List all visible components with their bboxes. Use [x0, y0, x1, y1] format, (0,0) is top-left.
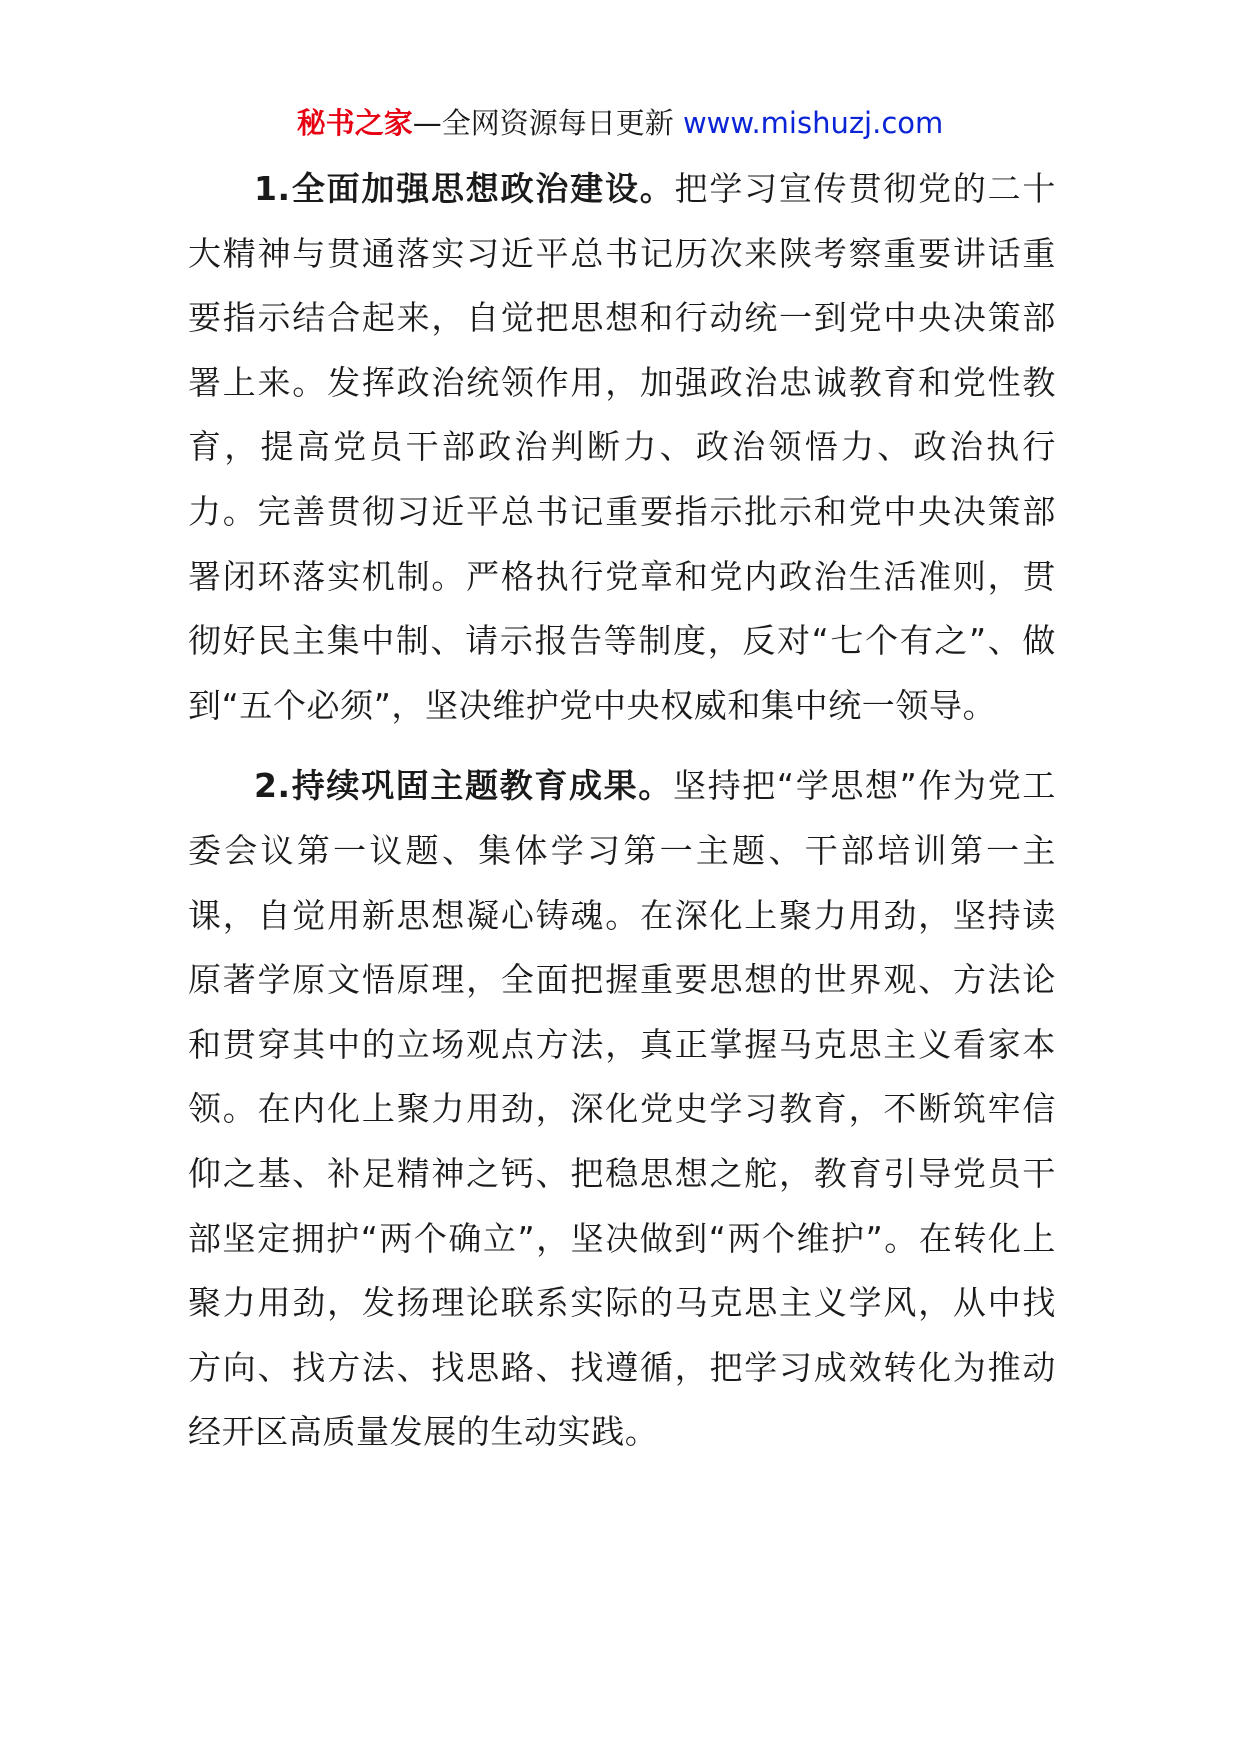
- website-link[interactable]: www.mishuzj.com: [682, 106, 944, 140]
- document-body: [188, 157, 1056, 1465]
- paragraph-heading: 2.持续巩固主题教育成果。: [254, 766, 673, 806]
- brand-name: 秘书之家: [296, 106, 413, 140]
- paragraph-text: 坚持把“学思想”作为党工委会议第一议题、集体学习第一主题、干部培训第一主课，自觉用新思想凝心铸魂。在深化上聚力用劲，坚持读原著学原文悟原理，全面把握重要思想的世界观、方法论和贯穿其中的立场观点方法，真正掌握马克思主义看家本领。在内化上聚力用劲，深化党史学习教育，不断筑牢信仰之基、补足精神之钙、把稳思想之舵，教育引导党员干部坚定拥护“两个确立”，坚决做到“两个维护”。在转化上聚力用劲，发扬理论联系实际的马克思主义学风，从中找方向、找方法、找思路、找遵循，把学习成效转化为推动经开区高质量发展的生动实践。: [188, 766, 1056, 1452]
- paragraph-2: [188, 754, 1056, 1465]
- paragraph-heading: 1.全面加强思想政治建设。: [254, 169, 675, 208]
- paragraph-text: 把学习宣传贯彻党的二十大精神与贯通落实习近平总书记历次来陕考察重要讲话重要指示结合起来，自觉把思想和行动统一到党中央决策部署上来。发挥政治统领作用，加强政治忠诚教育和党性教育，提高党员干部政治判断力、政治领悟力、政治执行力。完善贯彻习近平总书记重要指示批示和党中央决策部署闭环落实机制。严格执行党章和党内政治生活准则，贯彻好民主集中制、请示报告等制度，反对“七个有之”、做到“五个必须”，坚决维护党中央权威和集中统一领导。: [188, 169, 1056, 725]
- header-tagline: —全网资源每日更新: [412, 106, 674, 140]
- page-header: [0, 103, 1240, 143]
- paragraph-1: [188, 157, 1056, 738]
